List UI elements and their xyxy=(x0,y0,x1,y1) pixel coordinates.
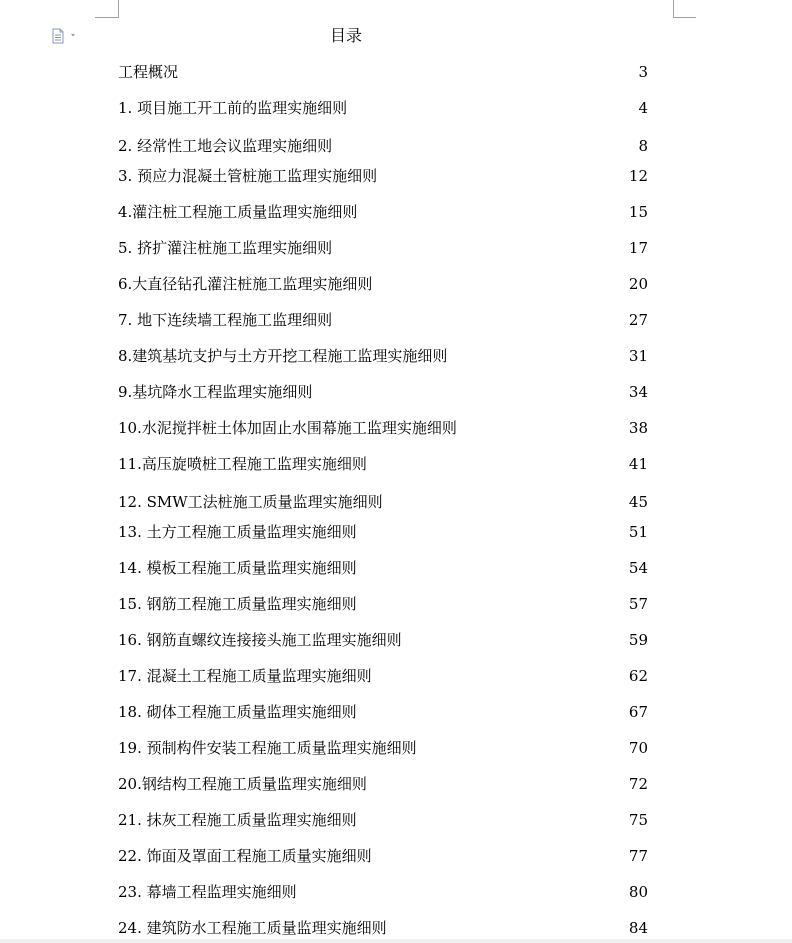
toc-entry-page-number: 15 xyxy=(628,203,648,221)
toc-entry[interactable] xyxy=(118,701,648,723)
toc-entry-page-number: 20 xyxy=(628,275,648,293)
toc-entry[interactable] xyxy=(118,521,648,543)
toc-entry[interactable] xyxy=(118,309,648,331)
crop-mark-top-left xyxy=(95,0,119,18)
toc-entry-page-number: 8 xyxy=(638,137,648,155)
toc-entry[interactable] xyxy=(118,593,648,615)
toc-entry-title: 18. 砌体工程施工质量监理实施细则 xyxy=(118,703,357,721)
toc-entry-title: 14. 模板工程施工质量监理实施细则 xyxy=(118,559,357,577)
toc-entry-title: 8.建筑基坑支护与土方开挖工程施工监理实施细则 xyxy=(118,347,448,365)
toc-entry-title: 15. 钢筋工程施工质量监理实施细则 xyxy=(118,595,357,613)
toc-entry[interactable] xyxy=(118,881,648,903)
toc-entry[interactable] xyxy=(118,417,648,439)
toc-entry[interactable] xyxy=(118,557,648,579)
toc-entry[interactable] xyxy=(118,165,648,187)
toc-entry-page-number: 54 xyxy=(628,559,648,577)
toc-entry-page-number: 62 xyxy=(628,667,648,685)
toc-entry[interactable] xyxy=(118,237,648,259)
toc-entry-page-number: 12 xyxy=(628,167,648,185)
toc-entry-title: 6.大直径钻孔灌注桩施工监理实施细则 xyxy=(118,275,373,293)
toc-entry-page-number: 3 xyxy=(638,63,648,81)
toc-entry-page-number: 51 xyxy=(628,523,648,541)
toc-entry-page-number: 31 xyxy=(628,347,648,365)
scroll-marker-icon xyxy=(560,938,574,943)
toc-entry-title: 3. 预应力混凝土管桩施工监理实施细则 xyxy=(118,167,378,185)
toc-entry-page-number: 57 xyxy=(628,595,648,613)
toc-entry-page-number: 72 xyxy=(628,775,648,793)
toc-entry[interactable] xyxy=(118,737,648,759)
crop-mark-top-right xyxy=(673,0,696,18)
toc-entry-title: 7. 地下连续墙工程施工监理细则 xyxy=(118,311,333,329)
toc-entry-title: 5. 挤扩灌注桩施工监理实施细则 xyxy=(118,239,333,257)
toc-entry-title: 工程概况 xyxy=(118,63,179,81)
toc-entry[interactable] xyxy=(118,491,648,513)
toc-entry[interactable] xyxy=(118,135,648,157)
toc-entry-title: 17. 混凝土工程施工质量监理实施细则 xyxy=(118,667,372,685)
toc-entry-title: 11.高压旋喷桩工程施工监理实施细则 xyxy=(118,455,367,473)
toc-entry[interactable] xyxy=(118,61,648,83)
toc-entry-title: 4.灌注桩工程施工质量监理实施细则 xyxy=(118,203,358,221)
toc-entry-title: 19. 预制构件安装工程施工质量监理实施细则 xyxy=(118,739,417,757)
toc-entry-title: 13. 土方工程施工质量监理实施细则 xyxy=(118,523,357,541)
toc-entry-title: 20.钢结构工程施工质量监理实施细则 xyxy=(118,775,367,793)
toc-entry[interactable] xyxy=(118,629,648,651)
toc-entry-title: 22. 饰面及罩面工程施工质量实施细则 xyxy=(118,847,372,865)
toc-entry-title: 9.基坑降水工程监理实施细则 xyxy=(118,383,313,401)
toc-entry[interactable] xyxy=(118,97,648,119)
toc-entry-page-number: 38 xyxy=(628,419,648,437)
toc-entry-page-number: 4 xyxy=(638,99,648,117)
toc-entry-page-number: 84 xyxy=(628,919,648,937)
toc-entry[interactable] xyxy=(118,453,648,475)
toc-entry-page-number: 80 xyxy=(628,883,648,901)
toc-entry-title: 10.水泥搅拌桩土体加固止水围幕施工监理实施细则 xyxy=(118,419,457,437)
toc-title: 目录 xyxy=(329,26,362,45)
toc-entry-page-number: 27 xyxy=(628,311,648,329)
toc-entry-page-number: 70 xyxy=(628,739,648,757)
toc-entry[interactable] xyxy=(118,665,648,687)
toc-entry-title: 1. 项目施工开工前的监理实施细则 xyxy=(118,99,348,117)
toc-entry[interactable] xyxy=(118,345,648,367)
toc-entry-title: 12. SMW工法桩施工质量监理实施细则 xyxy=(118,493,383,511)
toc-entry-page-number: 45 xyxy=(628,493,648,511)
toc-entry-title: 2. 经常性工地会议监理实施细则 xyxy=(118,137,333,155)
toc-entry-title: 16. 钢筋直螺纹连接接头施工监理实施细则 xyxy=(118,631,402,649)
toc-entry[interactable] xyxy=(118,201,648,223)
toc-entry-title: 21. 抹灰工程施工质量监理实施细则 xyxy=(118,811,357,829)
toc-entry-page-number: 67 xyxy=(628,703,648,721)
toc-entry-page-number: 41 xyxy=(628,455,648,473)
toc-entry[interactable] xyxy=(118,381,648,403)
toc-entry-title: 24. 建筑防水工程施工质量监理实施细则 xyxy=(118,919,387,937)
toc-entry[interactable] xyxy=(118,773,648,795)
page-bottom-edge xyxy=(0,939,792,943)
toc-entry-page-number: 17 xyxy=(628,239,648,257)
toc-entry[interactable] xyxy=(118,917,648,939)
toc-entry[interactable] xyxy=(118,809,648,831)
toc-entry[interactable] xyxy=(118,845,648,867)
toc-entry-page-number: 34 xyxy=(628,383,648,401)
toc-entry-page-number: 77 xyxy=(628,847,648,865)
document-dropdown-icon[interactable] xyxy=(52,28,78,44)
toc-entry-page-number: 59 xyxy=(628,631,648,649)
toc-entry[interactable] xyxy=(118,273,648,295)
toc-entry-title: 23. 幕墙工程监理实施细则 xyxy=(118,883,297,901)
toc-entry-page-number: 75 xyxy=(628,811,648,829)
